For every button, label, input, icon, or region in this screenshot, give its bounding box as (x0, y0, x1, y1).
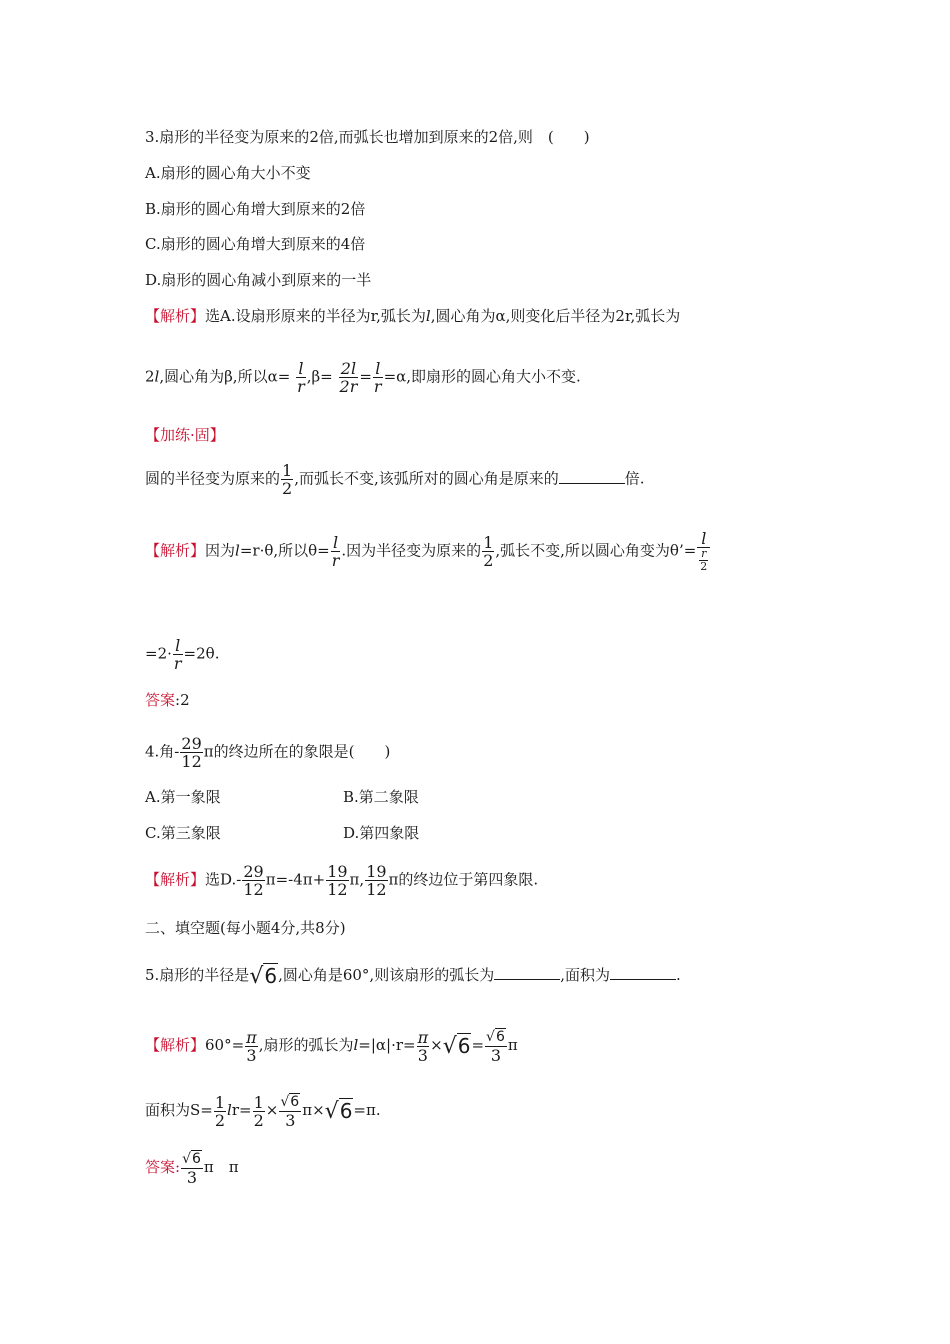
fraction-sqrt6-over-3: $\frac{√6}{3}$ (486, 1029, 505, 1065)
practice-stem: 圆的半径变为原来的 $\frac{1}{2}$ ,而弧长不变,该弧所对的圆心角是原来的 倍. (145, 461, 645, 498)
sqrt-6: √6 (249, 963, 278, 989)
answer-blank (610, 967, 676, 980)
q5-area: 面积为S= $\frac{1}{2}$ lr= $\frac{1}{2}$ × $\frac{√6}{3}$ π×√6=π. (145, 1092, 381, 1130)
practice-answer: 答案:2 (145, 691, 190, 709)
fraction-one-half: $\frac{1}{2}$ (483, 533, 494, 570)
fraction-19-over-12: $\frac{19}{12}$ (366, 862, 387, 899)
fraction-one-half: $\frac{1}{2}$ (214, 1092, 226, 1130)
q4-stem: 4.角- $\frac{29}{12}$ π的终边所在的象限是( ) (145, 734, 391, 771)
fraction-19-over-12: $\frac{19}{12}$ (327, 862, 348, 899)
explanation-tag: 【解析】 (145, 307, 206, 325)
q4-option-d: D.第四象限 (343, 824, 420, 842)
q3-option-b: B.扇形的圆心角增大到原来的2倍 (145, 200, 366, 218)
q3-explanation-line2: 2l,圆心角为β,所以α= $\frac{l}{r}$ ,β= $\frac{2l}{2r}$ = $\frac{l}{r}$ =α,即扇形的圆心角大小不变. (145, 359, 581, 396)
q4-option-a: A.第一象限 (145, 788, 221, 806)
practice-explanation-line1: 【解析】因为l=r·θ,所以θ= $\frac{l}{r}$ .因为半径变为原来的 $\frac{1}{2}$ ,弧长不变,所以圆心角变为θ’= $\frac{l}{\frac{r}{2}}$ (145, 530, 711, 573)
q3-stem: 3.扇形的半径变为原来的2倍,而弧长也增加到原来的2倍,则 ( ) (145, 128, 590, 146)
q3-option-d: D.扇形的圆心角减小到原来的一半 (145, 271, 372, 289)
q5-stem: 5.扇形的半径是√6,圆心角是60°,则该扇形的弧长为 ,面积为 . (145, 963, 681, 989)
fraction-l-over-r: $\frac{l}{r}$ (331, 533, 340, 570)
fraction-l-over-r: $\frac{l}{r}$ (297, 359, 305, 396)
q4-option-c: C.第三象限 (145, 824, 221, 842)
fraction-one-half: $\frac{1}{2}$ (282, 461, 293, 498)
q3-explanation-line1: 【解析】选A.设扇形原来的半径为r,弧长为l,圆心角为α,则变化后半径为2r,弧长为 (145, 307, 681, 325)
answer-blank (494, 967, 560, 980)
fraction-29-over-12: $\frac{29}{12}$ (181, 734, 202, 771)
sqrt-6: √6 (442, 1033, 471, 1059)
q4-options-row2 (145, 823, 645, 843)
fraction-sqrt6-over-3: $\frac{√6}{3}$ (182, 1151, 201, 1187)
fraction-l-over-r: $\frac{l}{r}$ (173, 636, 182, 673)
q4-option-b: B.第二象限 (343, 788, 419, 806)
fraction-pi-over-3: $\frac{\pi}{3}$ (246, 1027, 257, 1065)
q4-explanation: 【解析】选D.- $\frac{29}{12}$ π=-4π+ $\frac{19}{12}$ π, $\frac{19}{12}$ π的终边位于第四象限. (145, 862, 539, 899)
q5-explanation: 【解析】60°= $\frac{\pi}{3}$ ,扇形的弧长为l=|α|·r= $\frac{\pi}{3}$ ×√6= $\frac{√6}{3}$ π (145, 1027, 518, 1065)
practice-tag: 【加练·固】 (145, 426, 225, 444)
section-title: 二、填空题(每小题4分,共8分) (145, 919, 346, 937)
fraction-one-half: $\frac{1}{2}$ (253, 1092, 264, 1130)
fraction-29-over-12: $\frac{29}{12}$ (243, 862, 264, 899)
practice-explanation-line2: =2· $\frac{l}{r}$ =2θ. (145, 636, 220, 673)
q3-option-c: C.扇形的圆心角增大到原来的4倍 (145, 235, 366, 253)
fraction-2l-over-2r: $\frac{2l}{2r}$ (339, 359, 358, 396)
sqrt-6: √6 (324, 1098, 353, 1124)
explanation-tag: 【解析】 (145, 870, 206, 889)
fraction-pi-over-3: $\frac{\pi}{3}$ (417, 1027, 429, 1065)
fraction-sqrt6-over-3: $\frac{√6}{3}$ (280, 1094, 300, 1130)
explanation-tag: 【解析】 (145, 1036, 206, 1054)
q4-options-row1 (145, 787, 645, 807)
fraction-l-over-r: $\frac{l}{r}$ (373, 359, 382, 396)
q5-answer: 答案: $\frac{√6}{3}$ π π (145, 1151, 239, 1187)
explanation-tag: 【解析】 (145, 541, 206, 560)
q3-option-a: A.扇形的圆心角大小不变 (145, 164, 311, 182)
answer-blank (559, 471, 625, 484)
fraction-l-over-r-half: $\frac{l}{\frac{r}{2}}$ (697, 530, 710, 573)
